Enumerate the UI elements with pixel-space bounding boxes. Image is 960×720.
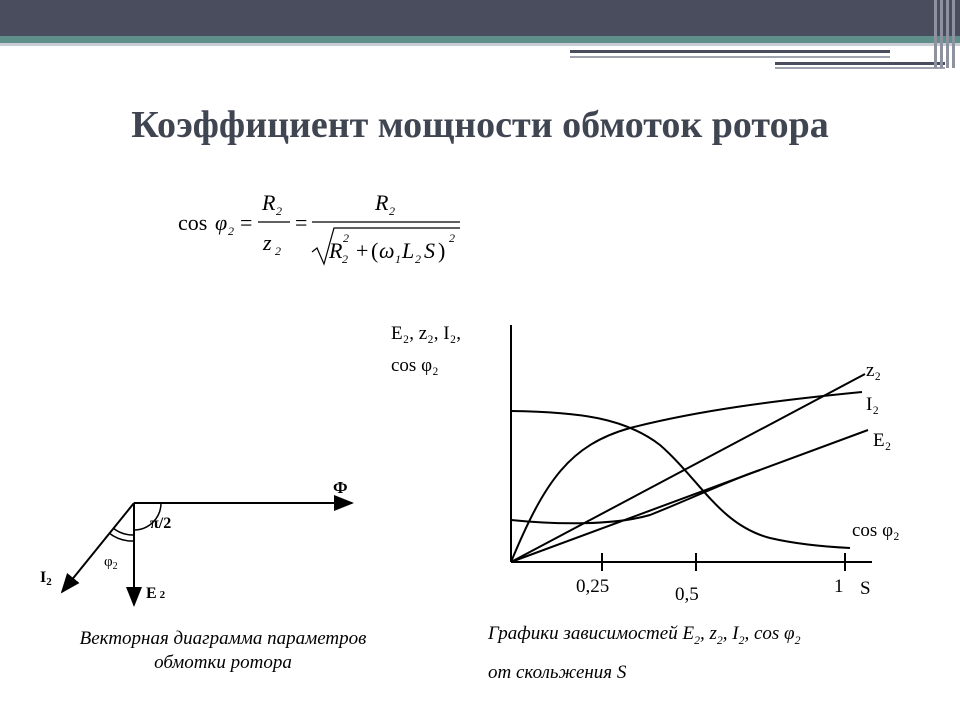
graph-caption [488,618,948,689]
formula-omega-sub: 1 [395,252,401,266]
formula-plus: + [356,238,369,263]
formula-cos: cos [178,210,208,235]
formula-R-num: R [262,190,276,215]
formula-R-top-sub: 2 [389,204,395,218]
caption-line: обмотки ротора [154,652,292,673]
formula-z: z [263,230,272,255]
formula-R-bottom: R [329,238,343,263]
x-tick-label: 0,25 [576,576,610,597]
formula-L: L [402,238,415,263]
caption-line: Векторная диаграмма параметров [79,628,367,649]
formula-omega: ω [379,238,395,263]
formula-paren-sup: 2 [449,231,455,245]
formula-S: S [424,238,435,263]
y-axis-label-line2: cos φ₂ [391,355,439,376]
pi2-label: π/2 [150,515,172,532]
e2-label: E 2 [146,585,166,602]
formula-open-paren: ( [371,238,379,263]
formula-equals-1: = [240,210,253,235]
formula-L-sub: 2 [415,252,421,266]
x-tick-label: 0,5 [675,584,699,605]
formula-R-num-sub: 2 [276,204,282,218]
caption-text: , I [722,623,739,644]
slide-title: Коэффициент мощности обмоток ротора [131,104,829,146]
curve-label-z2: z₂ [866,360,882,381]
i2-label: I2 [40,569,52,588]
formula-phi: φ [215,210,228,235]
formula-equals-2: = [295,210,308,235]
x-axis-label: S [860,578,871,599]
caption-sub: 2 [738,633,745,647]
curve-label-i2: I₂ [866,394,879,415]
caption-sub: 2 [694,633,700,647]
caption-text: , z [699,623,717,644]
caption-line: от скольжения S [488,661,627,683]
formula-R-bottom-sup: 2 [343,231,349,245]
formula-phi-sub: 2 [228,224,234,238]
phi2-label: $\varphi_2$ [104,554,118,572]
x-tick-label: 1 [834,576,844,597]
flux-label: Ф [333,478,348,497]
caption-text: , cos φ [744,623,795,644]
caption-text: Графики зависимостей E [488,623,695,644]
curve-i2 [511,392,862,562]
curve-e2 [511,430,868,562]
formula-close-paren: ) [438,238,446,263]
formula-R-bottom-sub: 2 [342,252,348,266]
curve-label-cos: cos φ₂ [852,520,900,541]
caption-line [488,618,948,657]
y-axis-label-line1: E₂, z₂, I₂, [391,323,461,344]
formula-R-top: R [375,190,389,215]
caption-sub: 2 [716,633,723,647]
formula-z-sub: 2 [275,244,281,258]
caption-sub: 2 [794,633,801,647]
curve-label-e2: E₂ [873,430,892,451]
curve-cos-phi2 [511,411,850,548]
